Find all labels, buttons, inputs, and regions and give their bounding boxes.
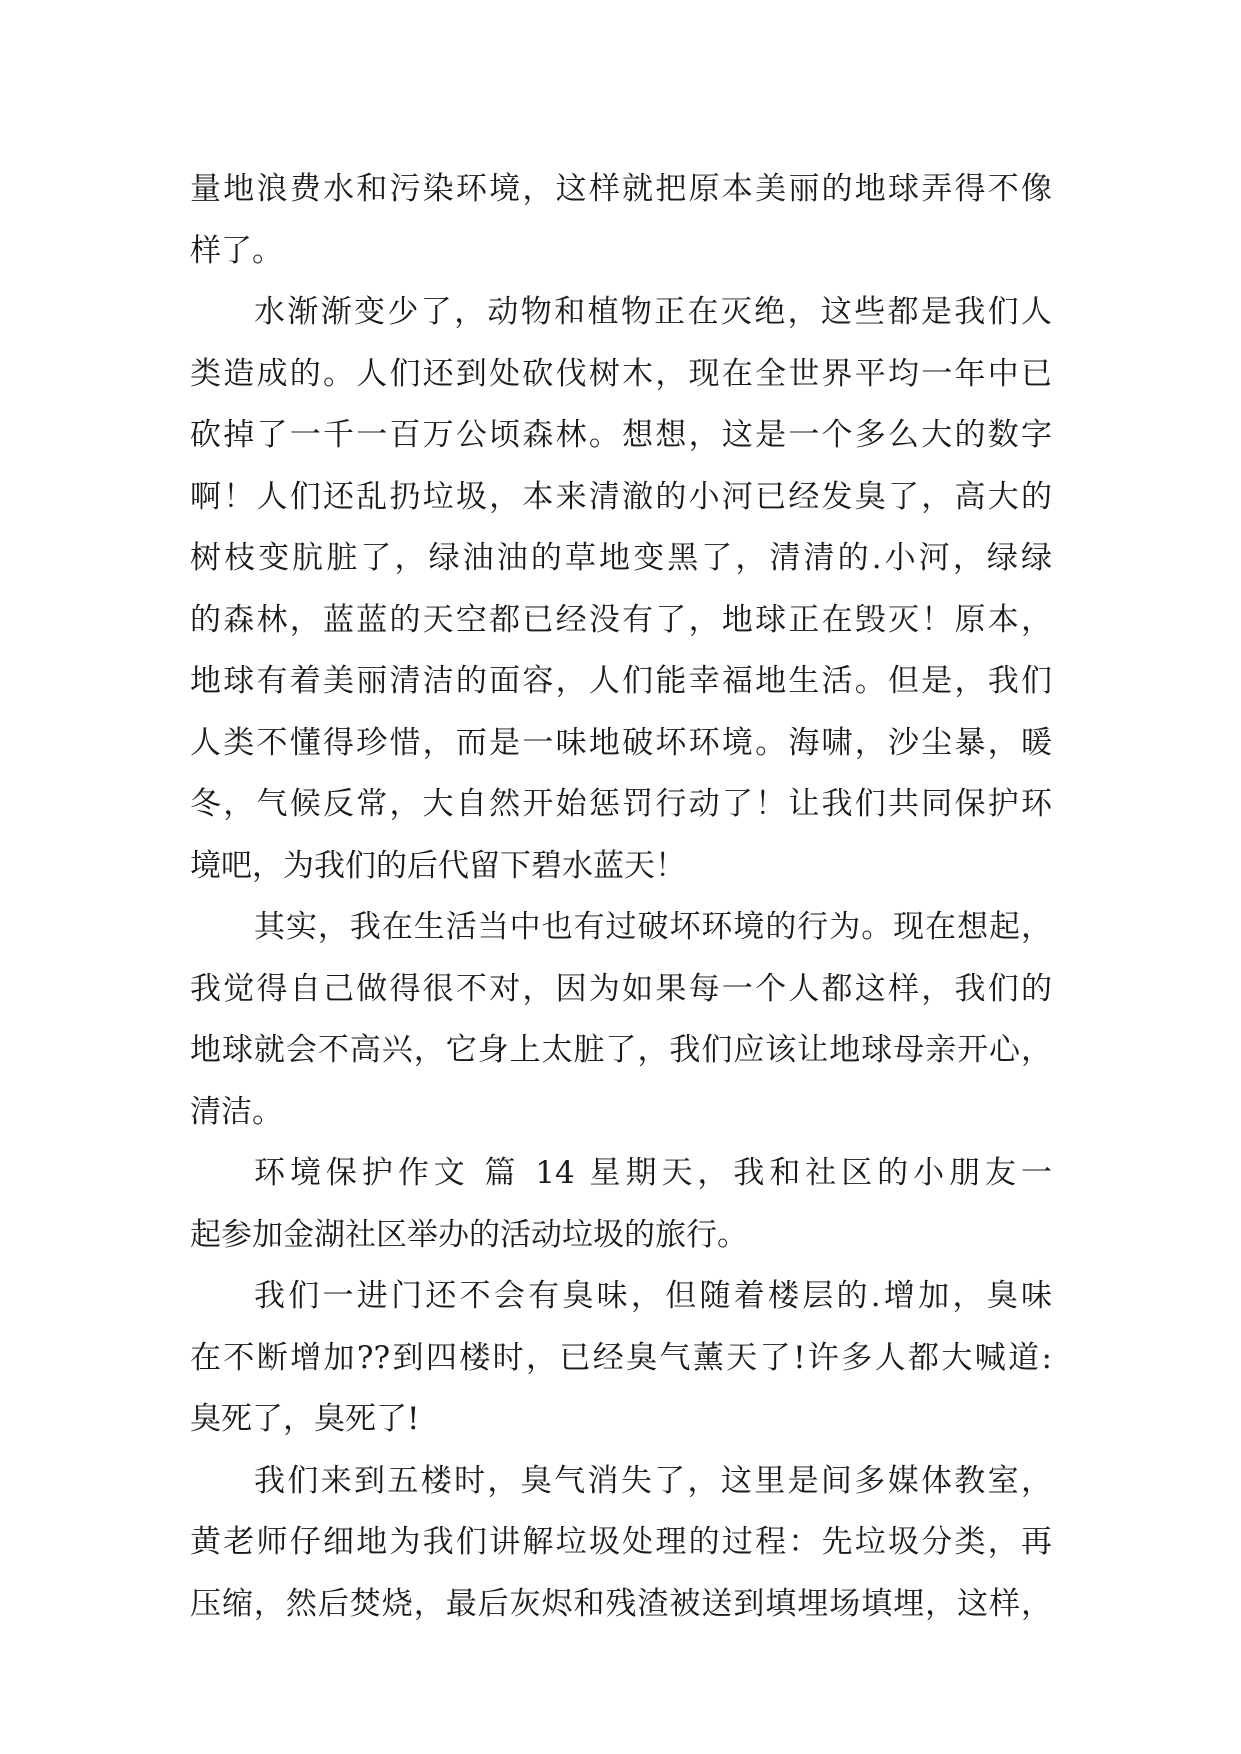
text-line: 环境保护作文 篇 14 星期天，我和社区的小朋友一 <box>254 1155 1052 1191</box>
text-line: 压缩，然后焚烧，最后灰烬和残渣被送到填埋场填埋，这样， <box>190 1585 1052 1622</box>
text-line: 我们一进门还不会有臭味，但随着楼层的.增加，臭味 <box>254 1278 1052 1314</box>
text-line: 冬，气候反常，大自然开始惩罚行动了！让我们共同保护环 <box>190 786 1052 822</box>
text-line: 我觉得自己做得很不对，因为如果每一个人都这样，我们的 <box>190 970 1052 1007</box>
text-line: 境吧，为我们的后代留下碧水蓝天！ <box>190 847 686 884</box>
text-line: 人类不懂得珍惜，而是一味地破坏环境。海啸，沙尘暴，暖 <box>190 724 1052 761</box>
text-line: 清洁。 <box>190 1093 283 1130</box>
text-line: 树枝变肮脏了，绿油油的草地变黑了，清清的.小河，绿绿 <box>190 540 1052 576</box>
text-line: 样了。 <box>190 232 283 269</box>
text-line: 在不断增加??到四楼时，已经臭气薰天了!许多人都大喊道: <box>190 1339 1052 1376</box>
text-line: 类造成的。人们还到处砍伐树木，现在全世界平均一年中已 <box>190 355 1052 392</box>
text-line: 我们来到五楼时，臭气消失了，这里是间多媒体教室， <box>254 1462 1052 1499</box>
text-line: 的森林，蓝蓝的天空都已经没有了，地球正在毁灭！原本， <box>190 601 1052 638</box>
text-line: 地球有着美丽清洁的面容，人们能幸福地生活。但是，我们 <box>190 663 1052 699</box>
body-text <box>190 159 1052 1635</box>
text-line: 地球就会不高兴，它身上太脏了，我们应该让地球母亲开心， <box>190 1032 1052 1068</box>
text-line: 起参加金湖社区举办的活动垃圾的旅行。 <box>190 1216 748 1253</box>
text-line: 黄老师仔细地为我们讲解垃圾处理的过程：先垃圾分类，再 <box>190 1524 1052 1560</box>
text-line: 啊！人们还乱扔垃圾，本来清澈的小河已经发臭了，高大的 <box>190 478 1052 515</box>
text-line: 臭死了，臭死了! <box>190 1401 420 1437</box>
text-line: 其实，我在生活当中也有过破坏环境的行为。现在想起， <box>254 909 1052 945</box>
text-line: 砍掉了一千一百万公顷森林。想想，这是一个多么大的数字 <box>190 417 1052 453</box>
text-line: 水渐渐变少了，动物和植物正在灭绝，这些都是我们人 <box>254 294 1052 330</box>
text-line: 量地浪费水和污染环境，这样就把原本美丽的地球弄得不像 <box>190 171 1052 207</box>
